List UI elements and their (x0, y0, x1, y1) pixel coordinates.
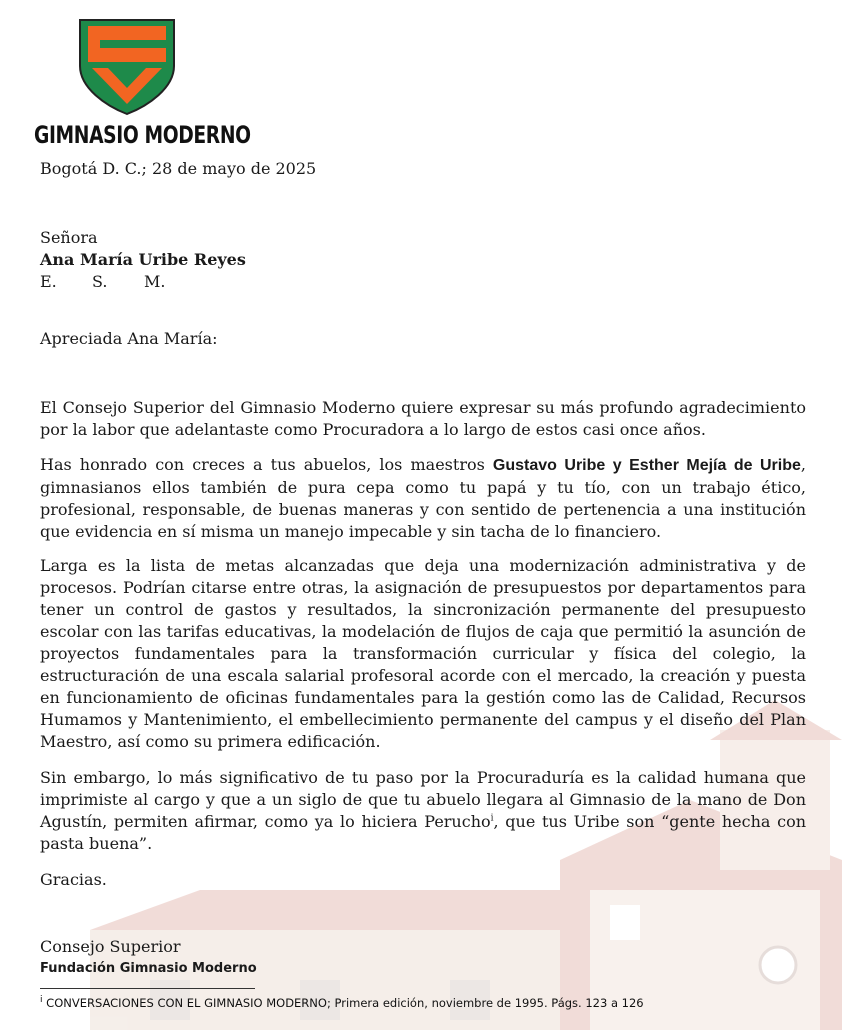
p2-text-before: Has honrado con creces a tus abuelos, los maestros (40, 455, 493, 474)
paragraph-3: Larga es la lista de metas alcanzadas que deja una modernización administrativa y de procesos. Podrían citarse entre otras, la asignación de presupuestos por departamentos para tener un control de gastos y resultados, la sincronización permanente del presupuesto escolar con las tarifas educativas, la modelación de flujos de caja que permitió la asunción de proyectos fundamentales para la transformación curricular y física del colegio, la estructuración de una escala salarial profesoral acorde con el mercado, la creación y puesta en funcionamiento de oficinas fundamentales para la gestión como las de Calidad, Recursos Humamos y Mantenimiento, el embellecimiento permanente del campus y el diseño del Plan Maestro, así como su primera edificación. (40, 556, 806, 751)
p2-bold-names: Gustavo Uribe y Esther Mejía de Uribe (492, 457, 801, 474)
footnote-ref: i (490, 813, 494, 824)
gm-shield-icon (78, 18, 176, 116)
paragraph-4 (40, 767, 806, 855)
closing: Gracias. (40, 870, 107, 889)
signature-line1: Consejo Superior (40, 937, 181, 956)
recipient-name: Ana María Uribe Reyes (40, 250, 246, 269)
place-date: Bogotá D. C.; 28 de mayo de 2025 (40, 159, 317, 178)
esm-line (40, 271, 196, 293)
esm-s: S. (92, 272, 108, 291)
footnote-text: CONVERSACIONES CON EL GIMNASIO MODERNO; Primera edición, noviembre de 1995. Págs. 123 a 126 (42, 996, 644, 1010)
paragraph-1: El Consejo Superior del Gimnasio Moderno quiere expresar su más profundo agradecimiento por la labor que adelantaste como Procuradora a lo largo de estos casi once años. (40, 398, 806, 439)
institution-name: GIMNASIO MODERNO (34, 121, 251, 149)
footnote-marker: i (40, 995, 43, 1006)
institution-logo (34, 18, 251, 150)
signature-line2: Fundación Gimnasio Moderno (40, 961, 257, 976)
greeting: Apreciada Ana María: (40, 329, 218, 348)
p4-text-after: , que tus Uribe son “gente hecha con pasta buena”. (40, 812, 807, 853)
p2-text-after: , gimnasianos ellos también de pura cepa como tu papá y tu tío, con un trabajo ético, profesional, responsable, de buenas maneras y con sentido de pertenencia a una institución que evidencia en sí misma un manejo impecable y sin tacha de lo financiero. (40, 455, 806, 541)
salutation-title: Señora (40, 228, 98, 247)
footnote (40, 996, 644, 1010)
esm-e: E. (40, 272, 57, 291)
paragraph-2 (40, 454, 806, 543)
footnote-divider (40, 988, 255, 989)
p4-text-before: Sin embargo, lo más significativo de tu paso por la Procuraduría es la calidad humana que imprimiste al cargo y que a un siglo de que tu abuelo llegara al Gimnasio de la mano de Don Agustín, permiten afirmar, como ya lo hiciera Perucho (40, 768, 806, 831)
esm-m: M. (144, 272, 166, 291)
